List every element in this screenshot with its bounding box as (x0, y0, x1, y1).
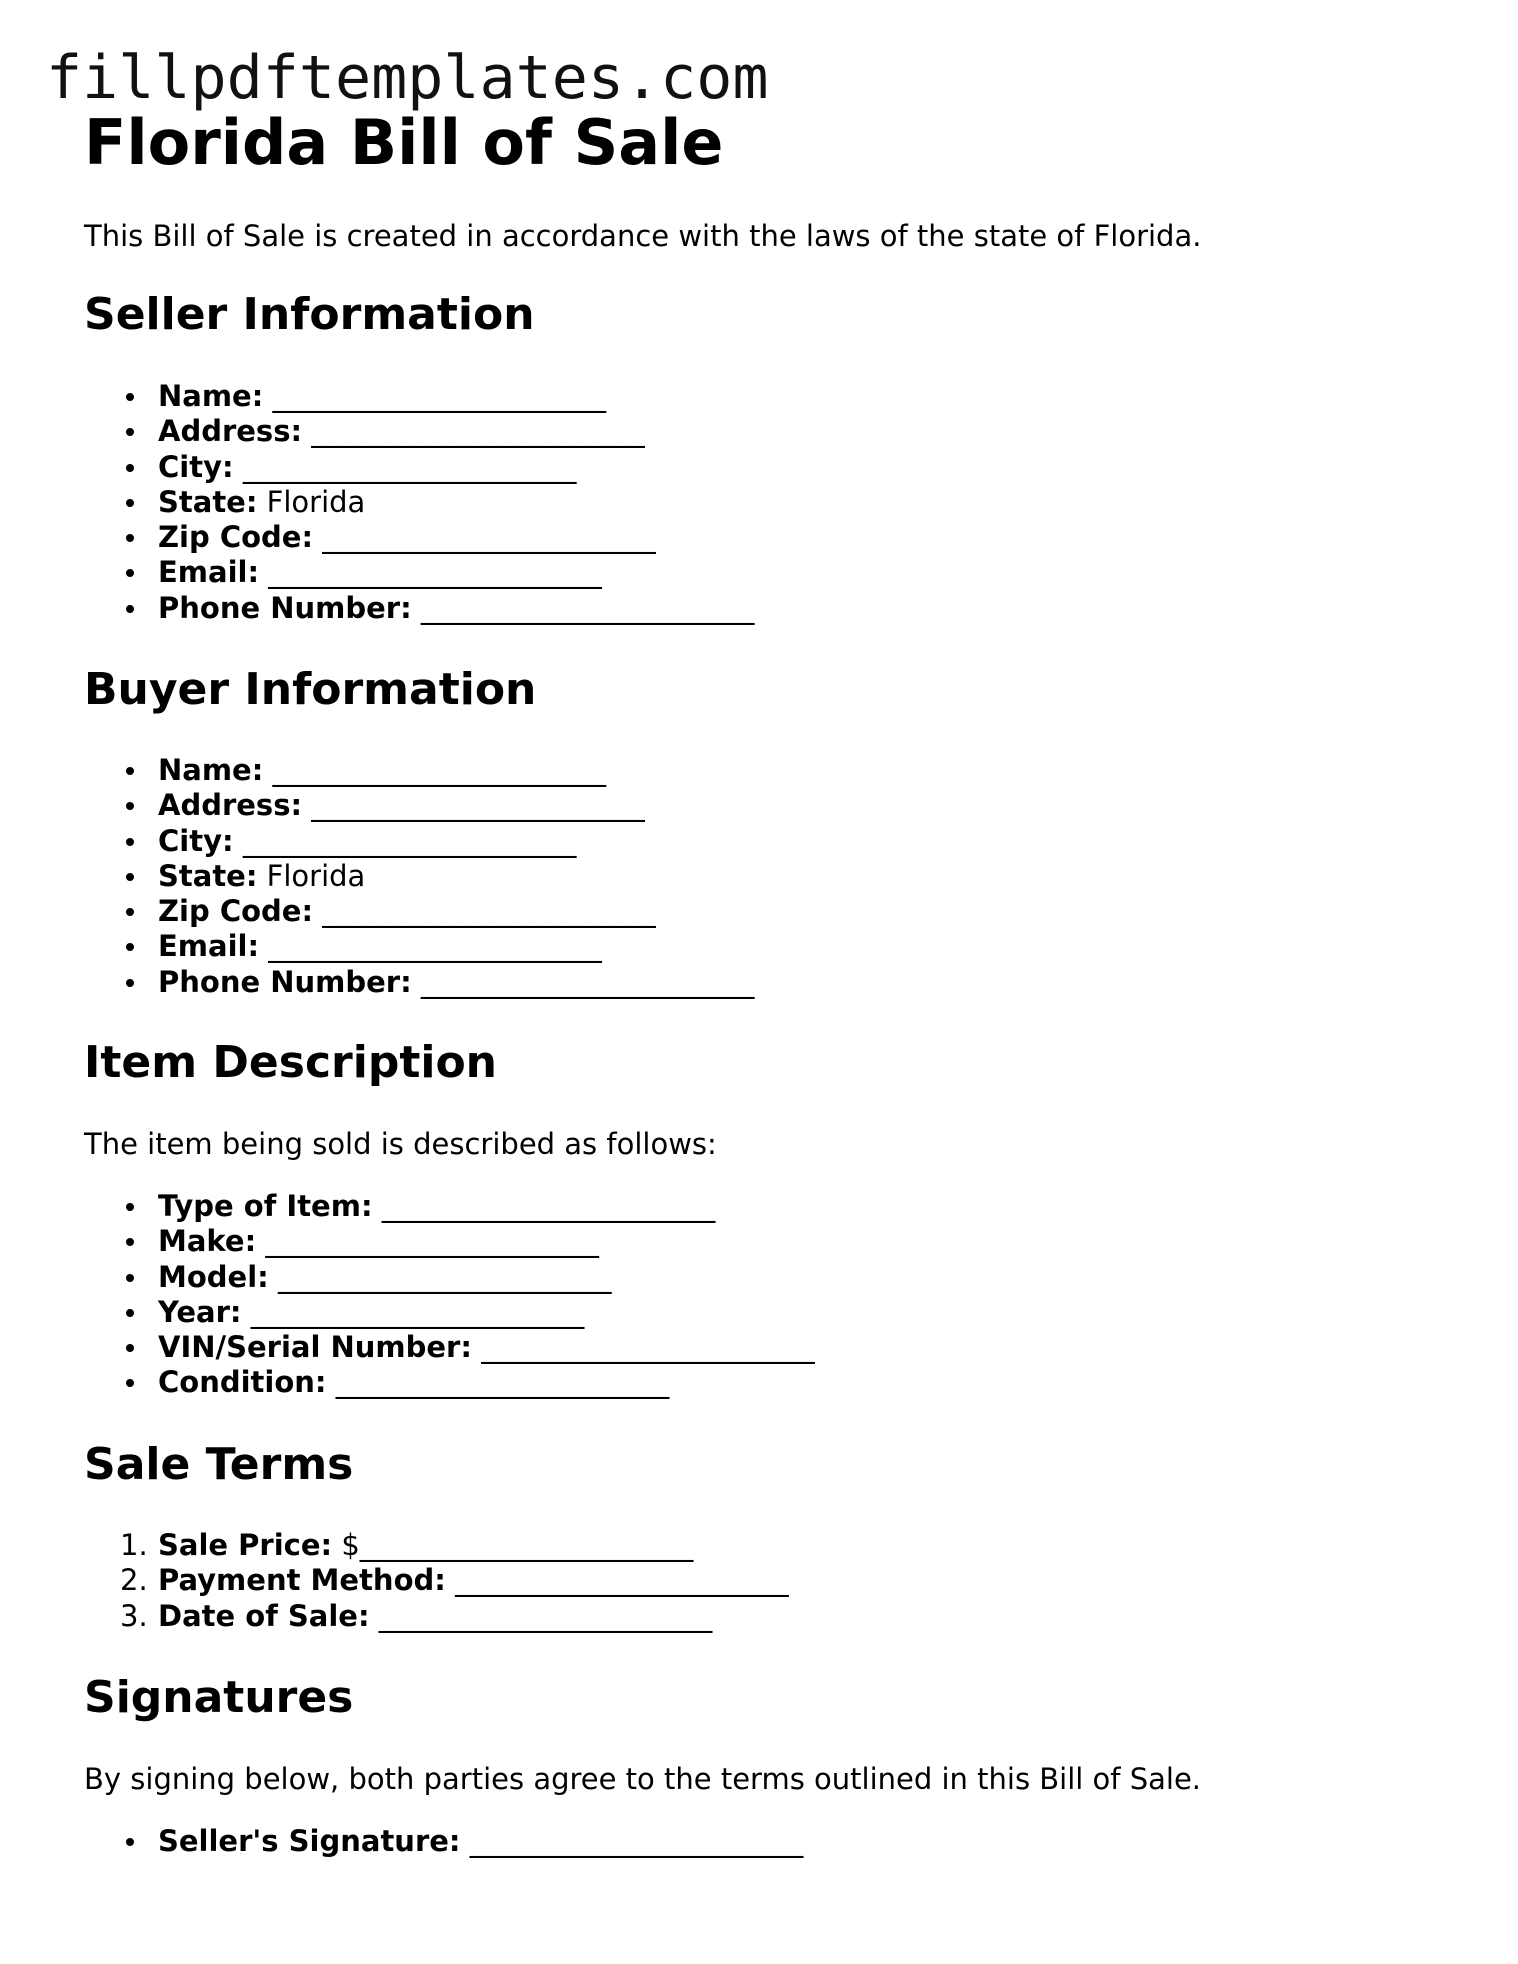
item-type-blank[interactable]: _______________________ (381, 1189, 716, 1223)
item-make-field: Make: _______________________ (84, 1224, 815, 1259)
buyer-address-blank[interactable]: _______________________ (311, 788, 645, 823)
buyer-email-blank[interactable]: _______________________ (268, 929, 602, 964)
watermark-text: fillpdftemplates.com (46, 43, 769, 113)
item-year-blank[interactable]: _______________________ (250, 1294, 585, 1329)
terms-field-list (84, 1528, 789, 1634)
seller-city-field: City: _______________________ (84, 450, 754, 485)
item-type-field: Type of Item: _______________________ (84, 1189, 815, 1224)
buyer-address-field: Address: _______________________ (84, 788, 754, 823)
item-model-blank[interactable]: _______________________ (277, 1259, 612, 1294)
item-condition-field: Condition: _______________________ (84, 1365, 815, 1400)
seller-state-field: State: Florida (84, 485, 754, 520)
buyer-city-field: City: _______________________ (84, 824, 754, 859)
buyer-email-field: Email: _______________________ (84, 929, 754, 964)
item-year-field: Year: _______________________ (84, 1295, 815, 1330)
seller-email-field: Email: _______________________ (84, 555, 754, 590)
item-model-field: Model: _______________________ (84, 1260, 815, 1295)
signatures-heading: Signatures (84, 1672, 354, 1723)
buyer-name-blank[interactable]: _______________________ (272, 753, 607, 787)
buyer-zip-blank[interactable]: _______________________ (322, 894, 656, 929)
intro-paragraph: This Bill of Sale is created in accordance with the laws of the state of Florida. (84, 219, 1202, 253)
seller-signature-field: Seller's Signature: _______________________ (84, 1824, 803, 1859)
seller-state-value: Florida (266, 484, 366, 519)
seller-address-blank[interactable]: _______________________ (311, 414, 645, 449)
buyer-state-field: State: Florida (84, 859, 754, 894)
signatures-field-list (84, 1824, 803, 1859)
seller-phone-blank[interactable]: _______________________ (420, 590, 755, 625)
terms-date-field: 3. Date of Sale: _______________________ (120, 1598, 713, 1633)
page-title: Florida Bill of Sale (84, 106, 724, 179)
seller-name-blank[interactable]: _______________________ (272, 379, 607, 413)
terms-date-blank[interactable]: _______________________ (378, 1598, 713, 1633)
seller-address-field: Address: _______________________ (84, 414, 754, 449)
buyer-phone-blank[interactable]: _______________________ (420, 964, 755, 999)
item-intro: The item being sold is described as follows: (84, 1127, 717, 1161)
seller-email-blank[interactable]: _______________________ (268, 555, 602, 590)
buyer-field-list (84, 753, 754, 1000)
signatures-intro: By signing below, both parties agree to the terms outlined in this Bill of Sale. (84, 1762, 1202, 1796)
buyer-phone-field: Phone Number: _______________________ (84, 965, 754, 1000)
buyer-zip-field: Zip Code: _______________________ (84, 894, 754, 929)
seller-heading: Seller Information (84, 289, 535, 340)
item-vin-field: VIN/Serial Number: _______________________ (84, 1330, 815, 1365)
buyer-name-field: Name: _______________________ (84, 753, 754, 788)
item-make-blank[interactable]: _______________________ (265, 1224, 599, 1259)
buyer-state-value: Florida (266, 858, 366, 893)
seller-name-field: Name: _______________________ (84, 379, 754, 414)
seller-zip-blank[interactable]: _______________________ (322, 520, 656, 555)
terms-payment-blank[interactable]: _______________________ (455, 1563, 789, 1598)
item-condition-blank[interactable]: _______________________ (335, 1365, 670, 1400)
seller-city-blank[interactable]: _______________________ (242, 449, 577, 484)
terms-price-blank[interactable]: $_______________________ (341, 1528, 694, 1562)
item-vin-blank[interactable]: _______________________ (481, 1330, 815, 1365)
item-heading: Item Description (84, 1037, 497, 1088)
seller-phone-field: Phone Number: _______________________ (84, 591, 754, 626)
seller-field-list (84, 379, 754, 626)
seller-zip-field: Zip Code: _______________________ (84, 520, 754, 555)
seller-signature-blank[interactable]: _______________________ (469, 1824, 804, 1858)
terms-payment-field: 2. Payment Method: _______________________ (120, 1563, 789, 1598)
buyer-heading: Buyer Information (84, 664, 537, 715)
terms-price-field: 1. Sale Price: $_______________________ (120, 1528, 694, 1562)
item-field-list (84, 1189, 815, 1401)
terms-heading: Sale Terms (84, 1439, 354, 1490)
buyer-city-blank[interactable]: _______________________ (242, 823, 577, 858)
